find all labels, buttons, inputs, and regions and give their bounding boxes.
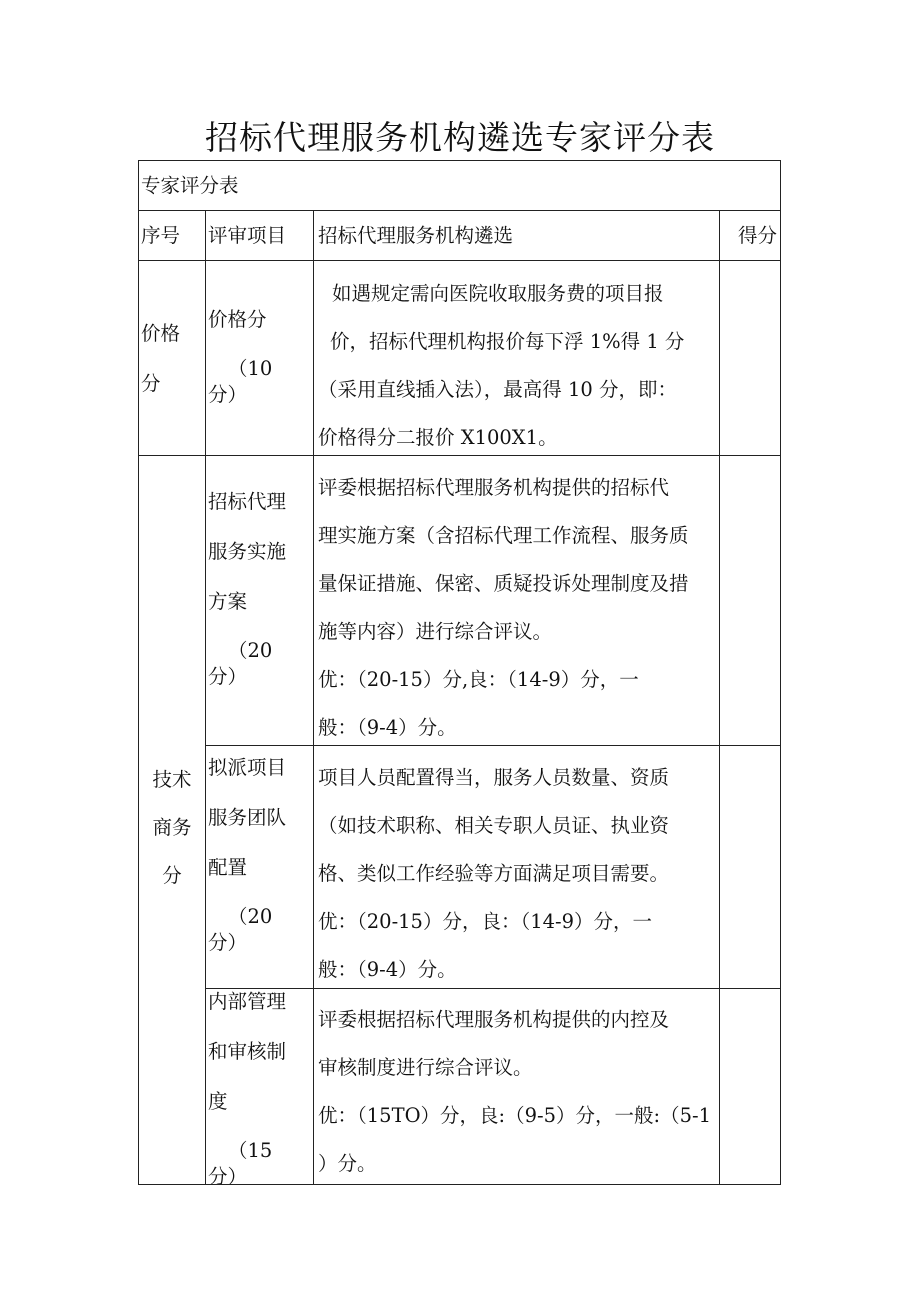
- price-content-line4: 价格得分二报价 X100X1。: [318, 426, 558, 449]
- team-content-line3: 格、类似工作经验等方面满足项目需要。: [318, 862, 670, 885]
- plan-content-line2: 理实施方案（含招标代理工作流程、服务质: [318, 524, 689, 547]
- internal-content-line4: ）分。: [318, 1152, 377, 1175]
- price-item-line1: 价格分: [208, 308, 267, 331]
- table-border-top: [138, 160, 781, 161]
- team-content-line5: 般：（9-4）分。: [318, 958, 457, 981]
- tech-category-line1: 技术: [152, 768, 192, 791]
- team-item-line3: 配置: [208, 856, 248, 879]
- column-divider: [313, 210, 314, 1185]
- plan-item-line5: 分）: [208, 665, 248, 688]
- price-category-line2: 分: [141, 372, 161, 395]
- team-content-line4: 优：（20-15）分，良：（14-9）分，一: [318, 910, 653, 933]
- price-content-line3: （采用直线插入法），最高得 10 分，即：: [318, 378, 677, 401]
- price-content-line1: [318, 270, 664, 319]
- row-divider: [205, 988, 781, 989]
- price-item-line2: （10: [228, 357, 273, 380]
- plan-item-line4: （20: [228, 639, 273, 662]
- plan-content-line5: 优：（20-15）分,良：（14-9）分，一: [318, 668, 639, 691]
- table-border-right: [780, 160, 781, 1185]
- price-content-text1: 如遇规定需向医院收取服务费的项目报: [332, 282, 664, 305]
- plan-content-line1: 评委根据招标代理服务机构提供的招标代: [318, 476, 670, 499]
- price-content-line2: [318, 318, 684, 367]
- row-divider: [138, 210, 781, 211]
- tech-category-line3: 分: [162, 864, 182, 887]
- table-border-bottom: [138, 1184, 781, 1185]
- header-item: 评审项目: [208, 224, 287, 247]
- price-category-line1: 价格: [141, 322, 181, 345]
- internal-content-line2: 审核制度进行综合评议。: [318, 1056, 533, 1079]
- plan-item-line1: 招标代理: [208, 490, 287, 513]
- plan-content-line6: 般：（9-4）分。: [318, 716, 457, 739]
- column-divider: [205, 210, 206, 1185]
- page-title: 招标代理服务机构遴选专家评分表: [205, 118, 715, 157]
- team-item-line2: 服务团队: [208, 806, 287, 829]
- team-item-line1: 拟派项目: [208, 756, 287, 779]
- team-content-line2: （如技术职称、相关专职人员证、执业资: [318, 814, 670, 837]
- row-divider: [205, 745, 781, 746]
- plan-content-line3: 量保证措施、保密、质疑投诉处理制度及措: [318, 572, 689, 595]
- column-divider: [719, 210, 720, 1185]
- internal-item-line5: 分）: [208, 1165, 248, 1184]
- plan-item-line3: 方案: [208, 590, 248, 613]
- table-border-left: [138, 160, 139, 1185]
- internal-item-line2: 和审核制: [208, 1040, 287, 1063]
- internal-item-line1: 内部管理: [208, 990, 287, 1013]
- tech-category-line2: 商务: [152, 816, 192, 839]
- internal-item-line4: （15: [228, 1139, 273, 1162]
- row-divider: [138, 260, 781, 261]
- header-score: 得分: [738, 224, 778, 247]
- plan-content-line4: 施等内容）进行综合评议。: [318, 620, 553, 643]
- plan-item-line2: 服务实施: [208, 540, 287, 563]
- internal-content-line1: 评委根据招标代理服务机构提供的内控及: [318, 1008, 670, 1031]
- internal-item-clip: [206, 1160, 312, 1184]
- team-item-line4: （20: [228, 905, 273, 928]
- internal-item-line3: 度: [208, 1090, 228, 1113]
- team-content-line1: 项目人员配置得当，服务人员数量、资质: [318, 766, 670, 789]
- internal-content-line3: 优：（15TO）分，良:（9-5）分，一般:（5-1: [318, 1104, 711, 1127]
- team-item-line5: 分）: [208, 931, 248, 954]
- header-no: 序号: [141, 224, 181, 247]
- price-item-line3: 分）: [208, 383, 248, 406]
- price-content-text2: 价，招标代理机构报价每下浮 1%得 1 分: [330, 330, 685, 353]
- table-caption: 专家评分表: [141, 174, 239, 197]
- header-content: 招标代理服务机构遴选: [318, 224, 514, 247]
